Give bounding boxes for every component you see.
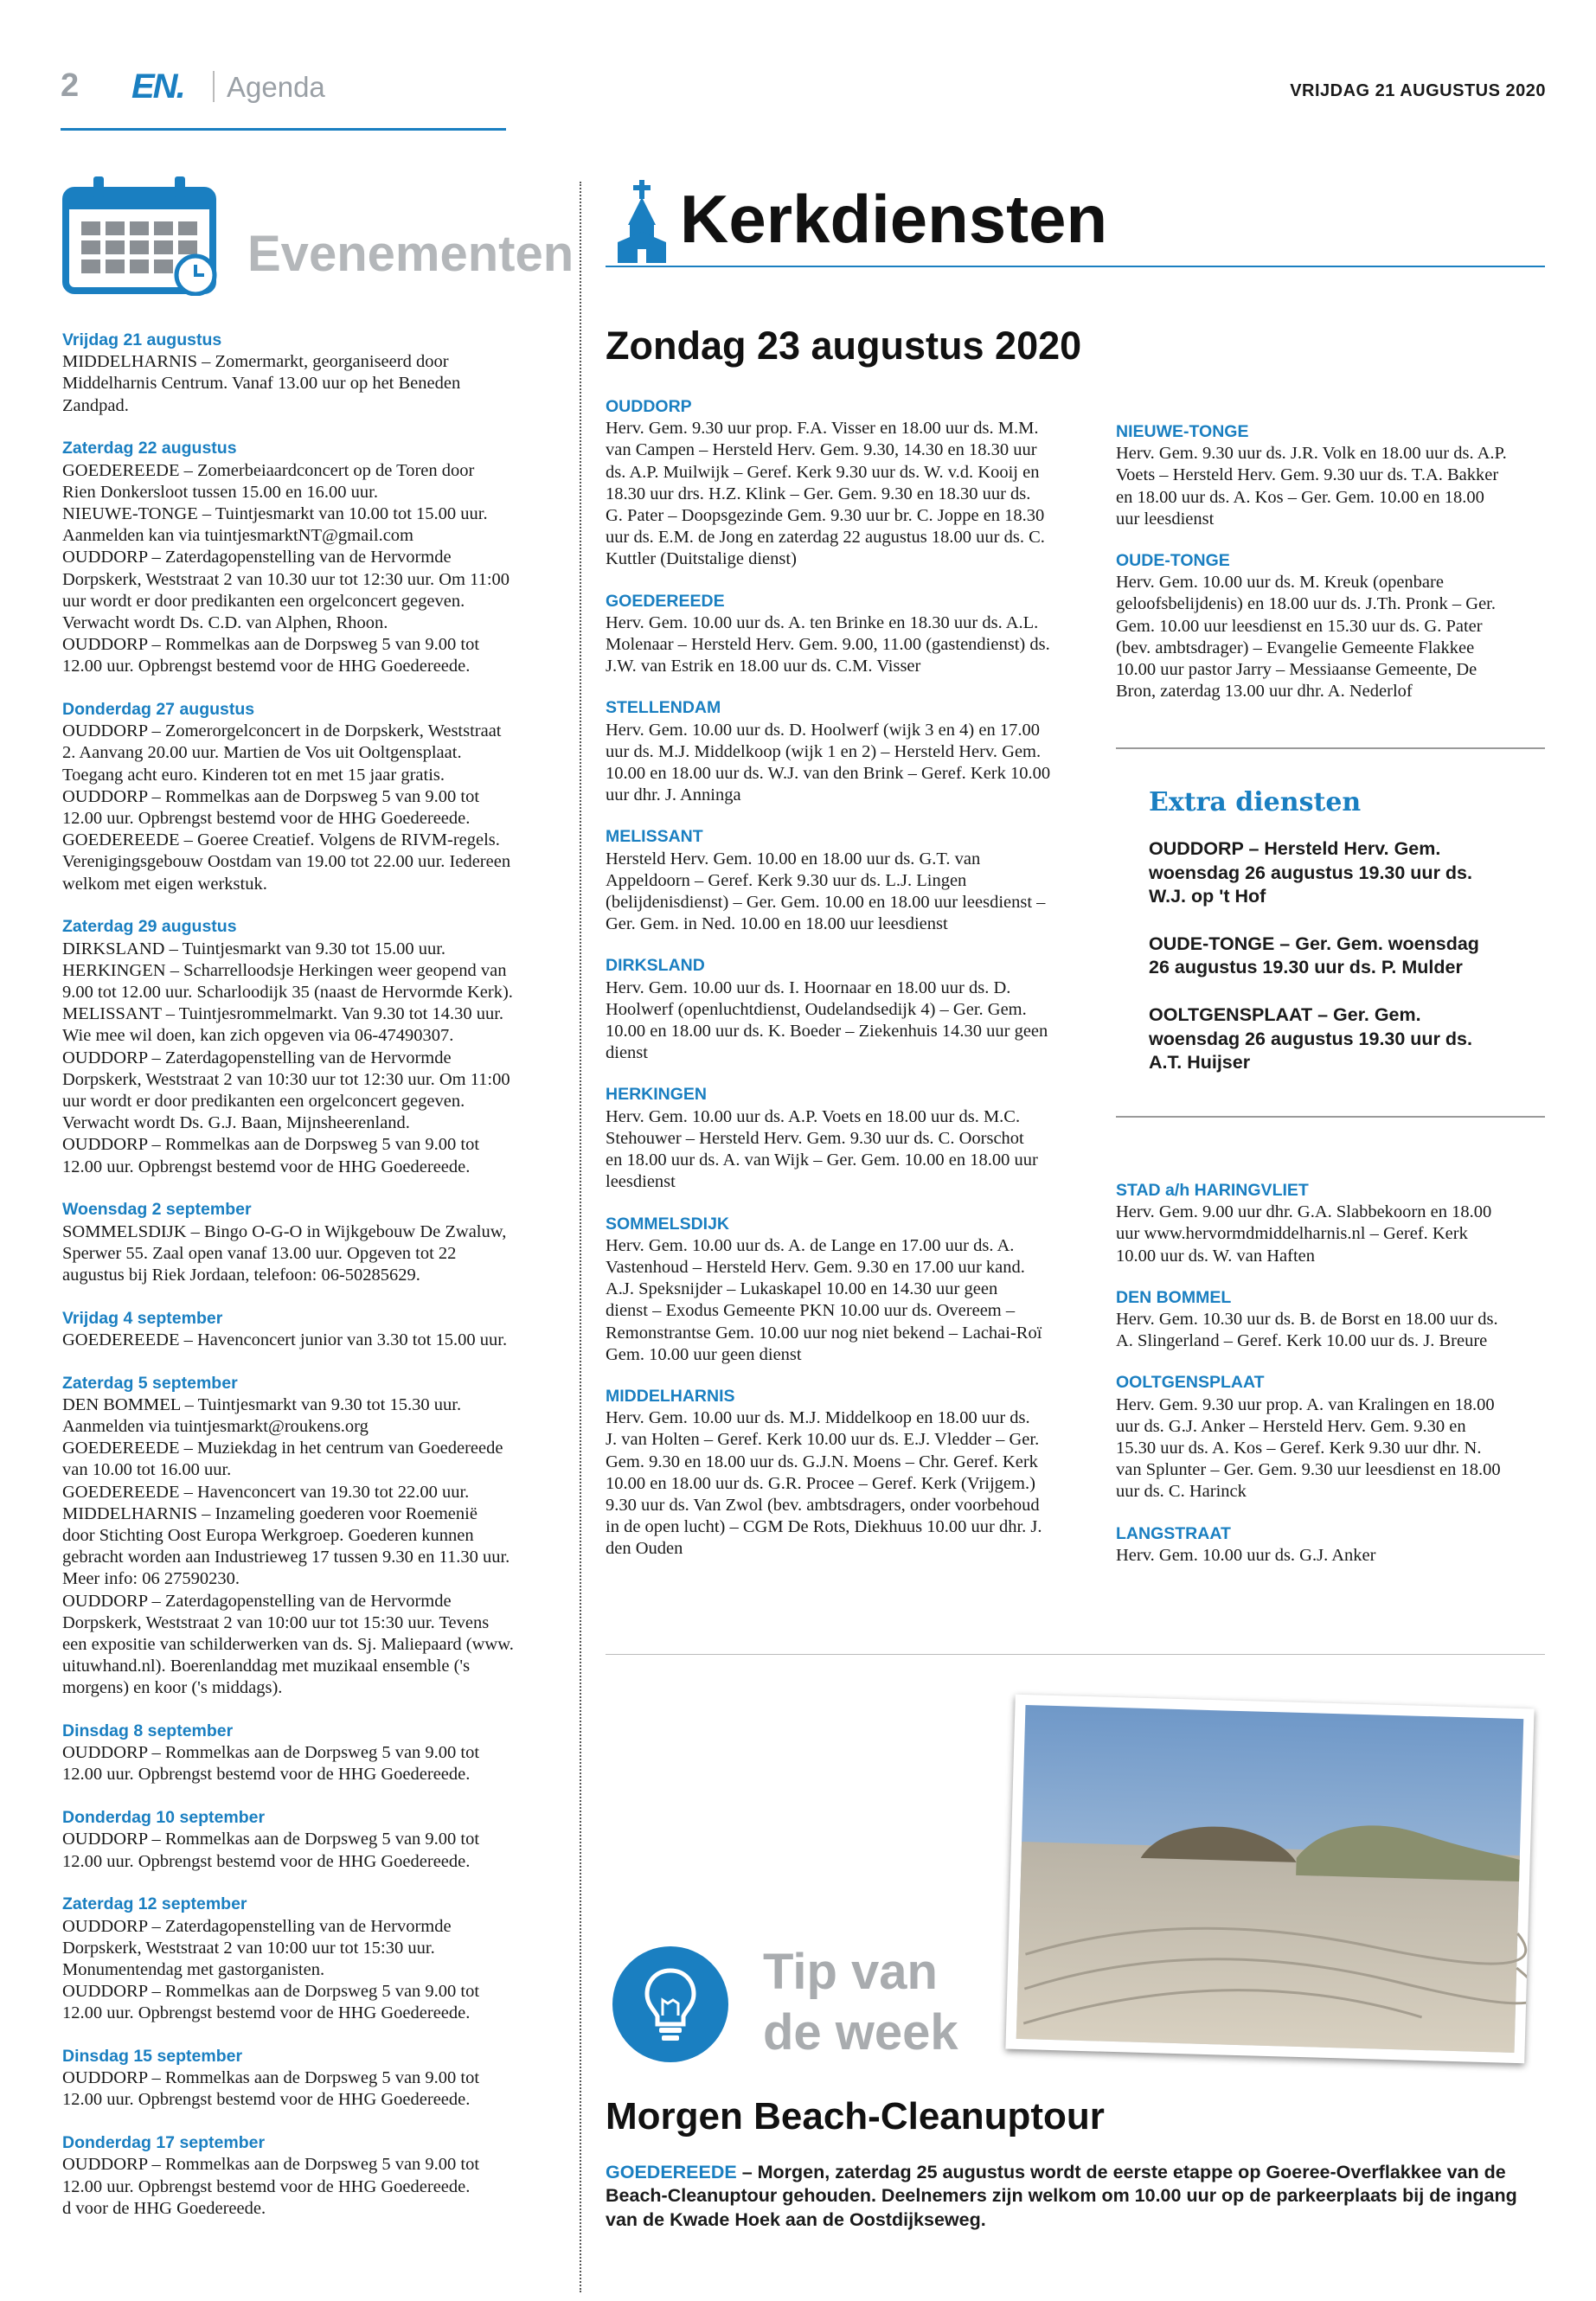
event-date: Zaterdag 5 september — [62, 1373, 238, 1393]
service-block — [606, 955, 1094, 1064]
beach-image — [1005, 1695, 1534, 2064]
event-item — [62, 330, 557, 417]
service-place: MIDDELHARNIS — [606, 1386, 735, 1406]
event-date: Donderdag 27 augustus — [62, 700, 255, 720]
header-rule — [61, 128, 506, 131]
event-item — [62, 1807, 557, 1873]
event-text: DEN BOMMEL – Tuintjesmarkt van 9.30 tot 15.30 uur. Aanmelden via tuintjesmarkt@roukens.org GOEDEREEDE – Muziekdag in het centrum van Goedereede van 10.00 tot 16.00 uur. GOEDEREEDE – Havenconcert van 19.30 tot 22.00 uur. MIDDELHARNIS – Inzameling goederen voor Roemenië door Stichting Oost Europa Werkgroep. Goederen kunnen gebracht worden aan Industrieweg 17 tussen 9.30 en 11.30 uur. Meer info: 06 27590230. OUDDORP – Zaterdagopenstelling van de Hervormde Dorpskerk, Weststraat 2 van 10:00 uur tot 15:30 uur. Tevens een expositie van schilderwerken van ds. Sj. Maliepaard (www. uituwhand.nl). Boerenlanddag met muzikaal ensemble ('s morgens) en koor ('s middags). — [62, 1394, 514, 1698]
service-place: STAD a/h HARINGVLIET — [1116, 1181, 1309, 1200]
service-text: Herv. Gem. 10.00 uur ds. A.P. Voets en 18.00 uur ds. M.C. Stehouwer – Hersteld Herv. Gem. 9.30 uur ds. C. Oorschot en 18.00 uur ds. A. van Wijk – Ger. Gem. 10.00 en 18.00 uur leesdienst — [606, 1106, 1038, 1192]
event-item — [62, 916, 557, 1177]
service-text: Herv. Gem. 9.30 uur prop. A. van Kralingen en 18.00 uur ds. G.J. Anker – Hersteld Herv. Gem. 9.30 en 15.30 uur ds. A. Kos – Geref. Kerk 9.30 uur dhr. N. van Splunter – Ger. Gem. 9.30 uur leesdienst en 18.00 uur ds. C. Harinck — [1116, 1394, 1501, 1502]
event-text: DIRKSLAND – Tuintjesmarkt van 9.30 tot 15.00 uur. HERKINGEN – Scharrelloodsje Herkingen weer geopend van 9.00 tot 12.00 uur. Scharloodijk 35 (naast de Hervormde Kerk). MELISSANT – Tuintjesrommelmarkt. Van 9.30 tot 14.30 uur. Wie mee wil doen, kan zich opgeven via 06-47490307. OUDDORP – Zaterdagopenstelling van de Hervormde Dorpskerk, Weststraat 2 van 10:30 uur tot 12:30 uur. Om 11:00 uur wordt er door predikanten een orgelconcert gegeven. Verwacht wordt Ds. G.J. Baan, Mijnsheerenland. OUDDORP – Rommelkas aan de Dorpsweg 5 van 9.00 tot 12.00 uur. Opbrengst bestemd voor de HHG Goedereede. — [62, 939, 513, 1176]
service-place: GOEDEREEDE — [606, 591, 725, 611]
tip-place: GOEDEREEDE — [606, 2162, 737, 2182]
service-text: Herv. Gem. 9.30 uur ds. J.R. Volk en 18.00 uur ds. A.P. Voets – Hersteld Herv. Gem. 9.30 uur ds. T.A. Bakker en 18.00 uur ds. A. Kos – Ger. Gem. 10.00 en 18.00 uur leesdienst — [1116, 444, 1507, 529]
service-place: OUDDORP — [606, 397, 692, 416]
service-text: Herv. Gem. 10.00 uur ds. G.J. Anker — [1116, 1545, 1376, 1565]
event-item — [62, 1721, 557, 1786]
service-text: Hersteld Herv. Gem. 10.00 en 18.00 uur ds. G.T. van Appeldoorn – Geref. Kerk 9.30 uur ds. L.J. Lingen (belijdenisdienst) – Ger. Gem. 10.00 en 18.00 uur leesdienst – Ger. Gem. in Ned. 10.00 en 18.00 uur leesdienst — [606, 849, 1046, 934]
service-place: SOMMELSDIJK — [606, 1214, 730, 1234]
event-date: Zaterdag 22 augustus — [62, 439, 237, 458]
event-text: OUDDORP – Zomerorgelconcert in de Dorpskerk, Weststraat 2. Aanvang 20.00 uur. Martien de Vos uit Ooltgensplaat. Toegang acht euro. Kinderen tot en met 15 jaar gratis. OUDDORP – Rommelkas aan de Dorpsweg 5 van 9.00 tot 12.00 uur. Opbrengst bestemd voor de HHG Goedereede. GOEDEREEDE – Goeree Creatief. Volgens de RIVM-regels. Verenigingsgebouw Oostdam van 19.00 tot 22.00 uur. Iedereen welkom met eigen werkstuk. — [62, 721, 511, 894]
service-text: Herv. Gem. 10.00 uur ds. M. Kreuk (openbare geloofsbelijdenis) en 18.00 uur ds. J.Th. Pronk – Ger. Gem. 10.00 uur leesdienst en 15.30 uur ds. G. Pater (bev. ambtsdrager) – Evangelie Gemeente Flakkee 10.00 uur pastor Jarry – Messiaanse Gemeente, De Bron, zaterdag 13.00 uur dhr. A. Nederlof — [1116, 573, 1496, 702]
service-block — [606, 697, 1094, 806]
column-divider — [580, 182, 581, 2292]
tip-body — [606, 2161, 1545, 2232]
service-block — [606, 1386, 1094, 1561]
header-separator — [213, 71, 215, 102]
service-block — [606, 396, 1094, 571]
event-item — [62, 2046, 557, 2112]
event-item — [62, 438, 557, 677]
evenementen-list — [62, 330, 557, 2240]
extra-service: OUDE-TONGE – Ger. Gem. woensdag 26 augustus 19.30 uur ds. P. Mulder — [1149, 933, 1479, 978]
tip-title: Tip van de week — [763, 1944, 958, 2061]
calendar-icon — [61, 175, 221, 296]
lightbulb-badge — [612, 1946, 728, 2062]
event-item — [62, 1308, 557, 1351]
extra-bottom-rule — [1116, 1116, 1545, 1118]
service-place: DEN BOMMEL — [1116, 1287, 1232, 1307]
event-text: MIDDELHARNIS – Zomermarkt, georganiseerd door Middelharnis Centrum. Vanaf 13.00 uur op het Beneden Zandpad. — [62, 352, 461, 415]
kerkdiensten-title: Kerkdiensten — [680, 181, 1108, 257]
event-date: Woensdag 2 september — [62, 1200, 252, 1220]
service-text: Herv. Gem. 10.00 uur ds. I. Hoornaar en 18.00 uur ds. D. Hoolwerf (openluchtdienst, Oudelandsedijk 4) – Ger. Gem. 10.00 en 18.00 uur ds. K. Boeder – Ziekenhuis 14.30 uur geen dienst — [606, 977, 1048, 1063]
newspaper-logo: EN. — [131, 67, 184, 106]
service-place: LANGSTRAAT — [1116, 1523, 1231, 1543]
service-place: MELISSANT — [606, 827, 703, 847]
service-block — [606, 826, 1094, 935]
page-number: 2 — [61, 67, 80, 104]
section-title: Agenda — [227, 71, 325, 103]
event-text: GOEDEREEDE – Havenconcert junior van 3.30 tot 15.00 uur. — [62, 1330, 508, 1349]
event-date: Zaterdag 12 september — [62, 1894, 247, 1914]
tip-headline: Morgen Beach-Cleanuptour — [606, 2095, 1105, 2138]
extra-service: OUDDORP – Hersteld Herv. Gem. woensdag 26 augustus 19.30 uur ds. W.J. op 't Hof — [1149, 838, 1472, 907]
extra-service: OOLTGENSPLAAT – Ger. Gem. woensdag 26 augustus 19.30 uur ds. A.T. Huijser — [1149, 1003, 1472, 1074]
service-place: DIRKSLAND — [606, 956, 705, 976]
service-text: Herv. Gem. 10.00 uur ds. M.J. Middelkoop en 18.00 uur ds. J. van Holten – Geref. Kerk 10.00 uur ds. E.J. Vledder – Ger. Gem. 9.30 en 18.00 uur ds. G.J.N. Moens – Chr. Geref. Kerk 10.00 en 18.00 uur ds. G.R. Procee – Geref. Kerk (Vrijgem.) 9.30 uur ds. Van Zwol (bev. ambtsdragers, onder voorbehoud in de open lucht) – CGM De Rots, Diekhuus 10.00 uur dhr. J. den Ouden — [606, 1408, 1042, 1559]
service-text: Herv. Gem. 10.30 uur ds. B. de Borst en 18.00 uur ds. A. Slingerland – Geref. Kerk 10.00 uur ds. J. Breure — [1116, 1310, 1498, 1351]
event-date: Donderdag 10 september — [62, 1808, 266, 1828]
event-item — [62, 1894, 557, 2024]
event-date: Vrijdag 21 augustus — [62, 330, 222, 349]
service-place: STELLENDAM — [606, 698, 721, 718]
event-date: Vrijdag 4 september — [62, 1308, 223, 1328]
services-column-3 — [1116, 1180, 1545, 1586]
service-text: Herv. Gem. 9.00 uur dhr. G.A. Slabbekoorn en 18.00 uur www.hervormdmiddelharnis.nl – Geref. Kerk 10.00 uur ds. W. van Haften — [1116, 1202, 1492, 1266]
service-block — [1116, 1287, 1545, 1353]
event-text: OUDDORP – Rommelkas aan de Dorpsweg 5 van 9.00 tot 12.00 uur. Opbrengst bestemd voor de HHG Goedereede. d voor de HHG Goedereede. — [62, 2155, 480, 2218]
service-text: Herv. Gem. 10.00 uur ds. D. Hoolwerf (wijk 3 en 4) en 17.00 uur ds. M.J. Middelkoop (wijk 1 en 2) – Hersteld Herv. Gem. 10.00 en 18.00 uur ds. W.J. van den Brink – Geref. Kerk 10.00 uur dhr. J. Anninga — [606, 720, 1051, 805]
service-block — [1116, 550, 1545, 702]
service-date-heading: Zondag 23 augustus 2020 — [606, 324, 1082, 368]
event-date: Donderdag 17 september — [62, 2133, 266, 2153]
event-text: OUDDORP – Rommelkas aan de Dorpsweg 5 van 9.00 tot 12.00 uur. Opbrengst bestemd voor de HHG Goedereede. — [62, 1830, 480, 1871]
beach-photo — [1005, 1695, 1534, 2064]
service-block — [606, 591, 1094, 678]
tip-top-rule — [606, 1654, 1545, 1655]
service-place: HERKINGEN — [606, 1085, 708, 1105]
event-date: Dinsdag 8 september — [62, 1721, 234, 1741]
service-block — [606, 1214, 1094, 1366]
service-block — [1116, 1523, 1545, 1567]
extra-top-rule — [1116, 747, 1545, 749]
service-block — [606, 1084, 1094, 1193]
event-text: OUDDORP – Zaterdagopenstelling van de Hervormde Dorpskerk, Weststraat 2 van 10:00 uur tot 15:30 uur. Monumentendag met gastorganisten. OUDDORP – Rommelkas aan de Dorpsweg 5 van 9.00 tot 12.00 uur. Opbrengst bestemd voor de HHG Goedereede. — [62, 1916, 480, 2023]
event-text: SOMMELSDIJK – Bingo O-G-O in Wijkgebouw De Zwaluw, Sperwer 55. Zaal open vanaf 13.00 uur. Opgeven tot 22 augustus bij Riek Jordaan, telefoon: 06-50285629. — [62, 1221, 507, 1285]
extra-diensten-title: Extra diensten — [1149, 787, 1362, 817]
event-date: Zaterdag 29 augustus — [62, 917, 237, 937]
event-item — [62, 699, 557, 895]
services-column-2 — [1116, 421, 1545, 722]
event-date: Dinsdag 15 september — [62, 2047, 243, 2067]
service-place: OOLTGENSPLAAT — [1116, 1373, 1265, 1393]
event-text: OUDDORP – Rommelkas aan de Dorpsweg 5 van 9.00 tot 12.00 uur. Opbrengst bestemd voor de HHG Goedereede. — [62, 2068, 480, 2110]
service-block — [1116, 421, 1545, 530]
service-place: OUDE-TONGE — [1116, 551, 1230, 571]
evenementen-title: Evenementen — [247, 226, 574, 282]
service-block — [1116, 1180, 1545, 1267]
event-item — [62, 1373, 557, 1700]
extra-diensten-list — [1149, 837, 1529, 1099]
issue-date: VRIJDAG 21 AUGUSTUS 2020 — [1290, 81, 1546, 100]
event-item — [62, 2132, 557, 2220]
lightbulb-icon — [612, 1946, 728, 2062]
kerkdiensten-rule — [606, 266, 1545, 267]
service-text: Herv. Gem. 9.30 uur prop. F.A. Visser en 18.00 uur ds. M.M. van Campen – Hersteld Herv. Gem. 9.30, 14.30 en 18.30 uur ds. A.P. Muilwijk – Geref. Kerk 9.30 uur ds. W. v.d. Kooij en 18.30 uur drs. H.Z. Klink – Ger. Gem. 9.30 en 18.30 uur ds. G. Pater – Doopsgezinde Gem. 9.30 uur br. C. Joppe en 18.30 uur ds. E.M. de Jong en zaterdag 22 augustus 18.00 uur ds. C. Kuttler (Duitstalige dienst) — [606, 419, 1045, 569]
service-block — [1116, 1372, 1545, 1503]
event-text: GOEDEREEDE – Zomerbeiaardconcert op de Toren door Rien Donkersloot tussen 15.00 en 16.00 uur. NIEUWE-TONGE – Tuintjesmarkt van 10.00 tot 15.00 uur. Aanmelden kan via tuintjesmarktNT@gmail.com OUDDORP – Zaterdagopenstelling van de Hervormde Dorpskerk, Weststraat 2 van 10.30 uur tot 12:30 uur. Om 11:00 uur wordt er door predikanten een orgelconcert gegeven. Verwacht wordt Ds. C.D. van Alphen, Rhoon. OUDDORP – Rommelkas aan de Dorpsweg 5 van 9.00 tot 12.00 uur. Opbrengst bestemd voor de HHG Goedereede. — [62, 460, 510, 676]
event-item — [62, 1199, 557, 1286]
event-text: OUDDORP – Rommelkas aan de Dorpsweg 5 van 9.00 tot 12.00 uur. Opbrengst bestemd voor de HHG Goedereede. — [62, 1743, 480, 1785]
service-place: NIEUWE-TONGE — [1116, 422, 1249, 441]
tip-body-text: – Morgen, zaterdag 25 augustus wordt de eerste etappe op Goeree-Overflakkee van de Beach-Cleanuptour gehouden. Deelnemers zijn welkom om 10.00 uur op de parkeerplaats bij de ingang van de Kwade Hoek aan de Oostdijkseweg. — [606, 2162, 1517, 2230]
service-text: Herv. Gem. 10.00 uur ds. A. ten Brinke en 18.30 uur ds. A.L. Molenaar – Hersteld Herv. Gem. 9.00, 11.00 (gastendienst) ds. J.W. van Estrik en 18.00 uur ds. C.M. Visser — [606, 612, 1050, 676]
services-column-1 — [606, 396, 1094, 1580]
service-text: Herv. Gem. 10.00 uur ds. A. de Lange en 17.00 uur ds. A. Vastenhoud – Hersteld Herv. Gem. 9.30 en 17.00 uur kand. A.J. Speksnijder – Lukaskapel 10.00 en 14.30 uur geen dienst – Exodus Gemeente PKN 10.00 uur ds. Overeem – Remonstrantse Gem. 10.00 uur nog niet bekend – Lachai-Roï Gem. 10.00 uur geen dienst — [606, 1235, 1042, 1364]
church-icon — [616, 180, 668, 266]
